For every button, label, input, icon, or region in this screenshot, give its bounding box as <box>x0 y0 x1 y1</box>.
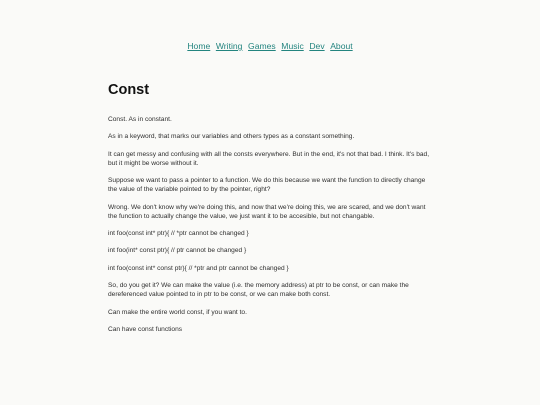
article-paragraph: As in a keyword, that marks our variables and others types as a constant something. <box>108 133 355 141</box>
top-nav <box>0 41 540 52</box>
article <box>108 80 434 342</box>
article-paragraph: Can make the entire world const, if you want to. <box>108 308 247 316</box>
nav-link-games[interactable]: Games <box>248 41 276 51</box>
article-paragraph: Const. As in constant. <box>108 116 172 123</box>
nav-link-dev[interactable]: Dev <box>309 41 325 51</box>
code-line: int foo(const int* ptr){ // *ptr cannot be changed } <box>108 229 249 237</box>
nav-link-about[interactable]: About <box>330 41 353 51</box>
code-line: int foo(int* const ptr){ // ptr cannot be changed } <box>108 247 247 255</box>
article-paragraph: It can get messy and confusing with all the consts everywhere. But in the end, it's not that bad. I think. It's bad, but it might be worse without it. <box>108 150 430 167</box>
code-line: int foo(const int* const ptr){ // *ptr and ptr cannot be changed } <box>108 264 289 272</box>
article-paragraph: Wrong. We don't know why we're doing this, and now that we're doing this, we are scared, and we don't want the function to actually change the value, we just want it to be accesible, but not changable. <box>108 203 426 220</box>
nav-link-home[interactable]: Home <box>187 41 211 51</box>
page-title: Const <box>108 82 150 98</box>
nav-link-writing[interactable]: Writing <box>215 41 243 51</box>
nav-link-music[interactable]: Music <box>281 41 304 51</box>
article-paragraph: Suppose we want to pass a pointer to a function. We do this because we want the function to directly change the value of the variable pointed to by the pointer, right? <box>108 177 426 194</box>
article-paragraph: Can have const functions <box>108 325 183 333</box>
article-paragraph: So, do you get it? We can make the value (i.e. the memory address) at ptr to be const, or can make the dereferenced value pointed to in ptr to be const, or we can make both const. <box>108 282 409 299</box>
